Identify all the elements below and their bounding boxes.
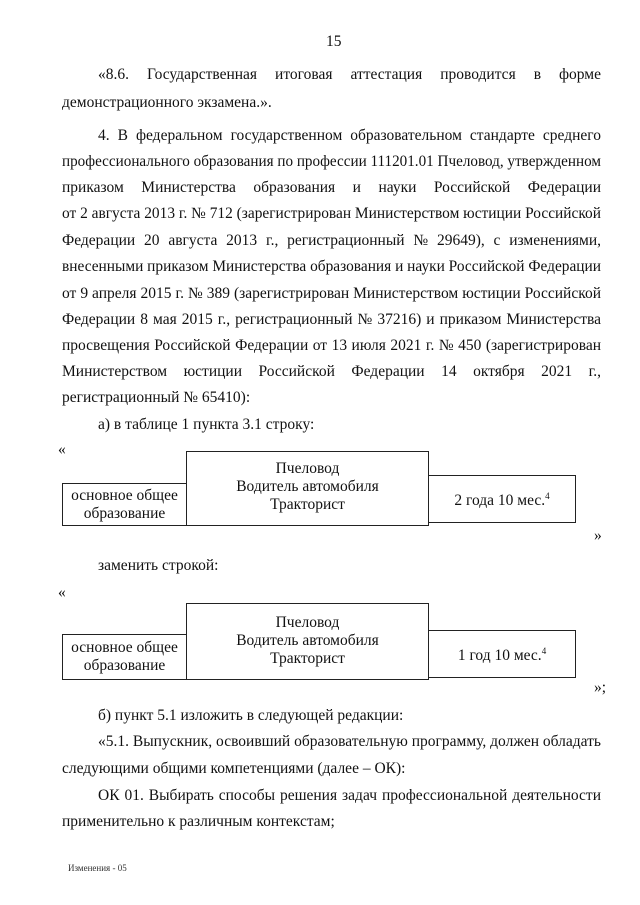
cell-text: образование bbox=[83, 657, 166, 674]
paragraph-line: Министерством юстиции Российской Федерации 14 октября 2021 г., bbox=[62, 363, 601, 380]
cell-text: Водитель автомобиля bbox=[236, 632, 379, 649]
paragraph-line: от 2 августа 2013 г. № 712 (зарегистрирован Министерством юстиции Российской bbox=[62, 205, 601, 222]
professions-cell bbox=[186, 451, 429, 526]
paragraph-line: внесенными приказом Министерства образования и науки Российской Федерации bbox=[62, 258, 601, 275]
paragraph-line: приказом Министерства образования и науки Российской Федерации bbox=[62, 179, 601, 196]
cell-text: основное общее bbox=[71, 639, 178, 656]
term-cell bbox=[428, 475, 576, 523]
cell-text: Пчеловод bbox=[275, 614, 340, 631]
paragraph-line: Федерации 8 мая 2015 г., регистрационный № 37216) и приказом Министерства bbox=[62, 311, 601, 328]
footnote-mark: 4 bbox=[541, 646, 547, 657]
term-cell bbox=[428, 630, 576, 678]
paragraph-line: «5.1. Выпускник, освоивший образовательную программу, должен обладать bbox=[98, 733, 601, 750]
cell-text: Тракторист bbox=[270, 496, 345, 513]
close-quote: »; bbox=[594, 679, 607, 696]
cell-text: образование bbox=[83, 504, 166, 522]
education-level-cell bbox=[62, 483, 187, 526]
footer-revision: Изменения - 05 bbox=[68, 863, 127, 873]
paragraph-line: 4. В федеральном государственном образовательном стандарте среднего bbox=[98, 127, 601, 144]
paragraph-line: заменить строкой: bbox=[98, 557, 219, 574]
education-level-cell bbox=[62, 634, 187, 680]
paragraph-line: «8.6. Государственная итоговая аттестация проводится в форме bbox=[98, 66, 601, 83]
paragraph-line: следующими общими компетенциями (далее – ОК): bbox=[62, 760, 406, 777]
professions-cell bbox=[186, 603, 429, 680]
paragraph-line: от 9 апреля 2015 г. № 389 (зарегистрирован Министерством юстиции Российской bbox=[62, 285, 601, 302]
open-quote: « bbox=[58, 584, 66, 601]
close-quote: » bbox=[594, 527, 602, 544]
paragraph-line: просвещения Российской Федерации от 13 июля 2021 г. № 450 (зарегистрирован bbox=[62, 337, 601, 354]
paragraph-line: применительно к различным контекстам; bbox=[62, 813, 335, 830]
footnote-mark: 4 bbox=[545, 491, 550, 502]
cell-text: Пчеловод bbox=[275, 460, 340, 477]
paragraph-line: Федерации 20 августа 2013 г., регистрационный № 29649), с изменениями, bbox=[62, 232, 601, 249]
cell-text: Тракторист bbox=[270, 650, 345, 667]
cell-text: основное общее bbox=[71, 486, 178, 504]
page-number: 15 bbox=[326, 33, 342, 50]
cell-text: 2 года 10 мес. bbox=[454, 492, 546, 510]
paragraph-line: регистрационный № 65410): bbox=[62, 389, 251, 406]
cell-text: 1 год 10 мес. bbox=[457, 647, 542, 665]
paragraph-line: профессионального образования по профессии 111201.01 Пчеловод, утвержденном bbox=[62, 153, 601, 170]
paragraph-line: а) в таблице 1 пункта 3.1 строку: bbox=[98, 416, 315, 433]
paragraph-line: ОК 01. Выбирать способы решения задач профессиональной деятельности bbox=[98, 787, 601, 804]
open-quote: « bbox=[58, 441, 66, 458]
paragraph-line: б) пункт 5.1 изложить в следующей редакции: bbox=[98, 707, 404, 724]
cell-text: Водитель автомобиля bbox=[236, 478, 379, 495]
paragraph-line: демонстрационного экзамена.». bbox=[62, 94, 272, 111]
